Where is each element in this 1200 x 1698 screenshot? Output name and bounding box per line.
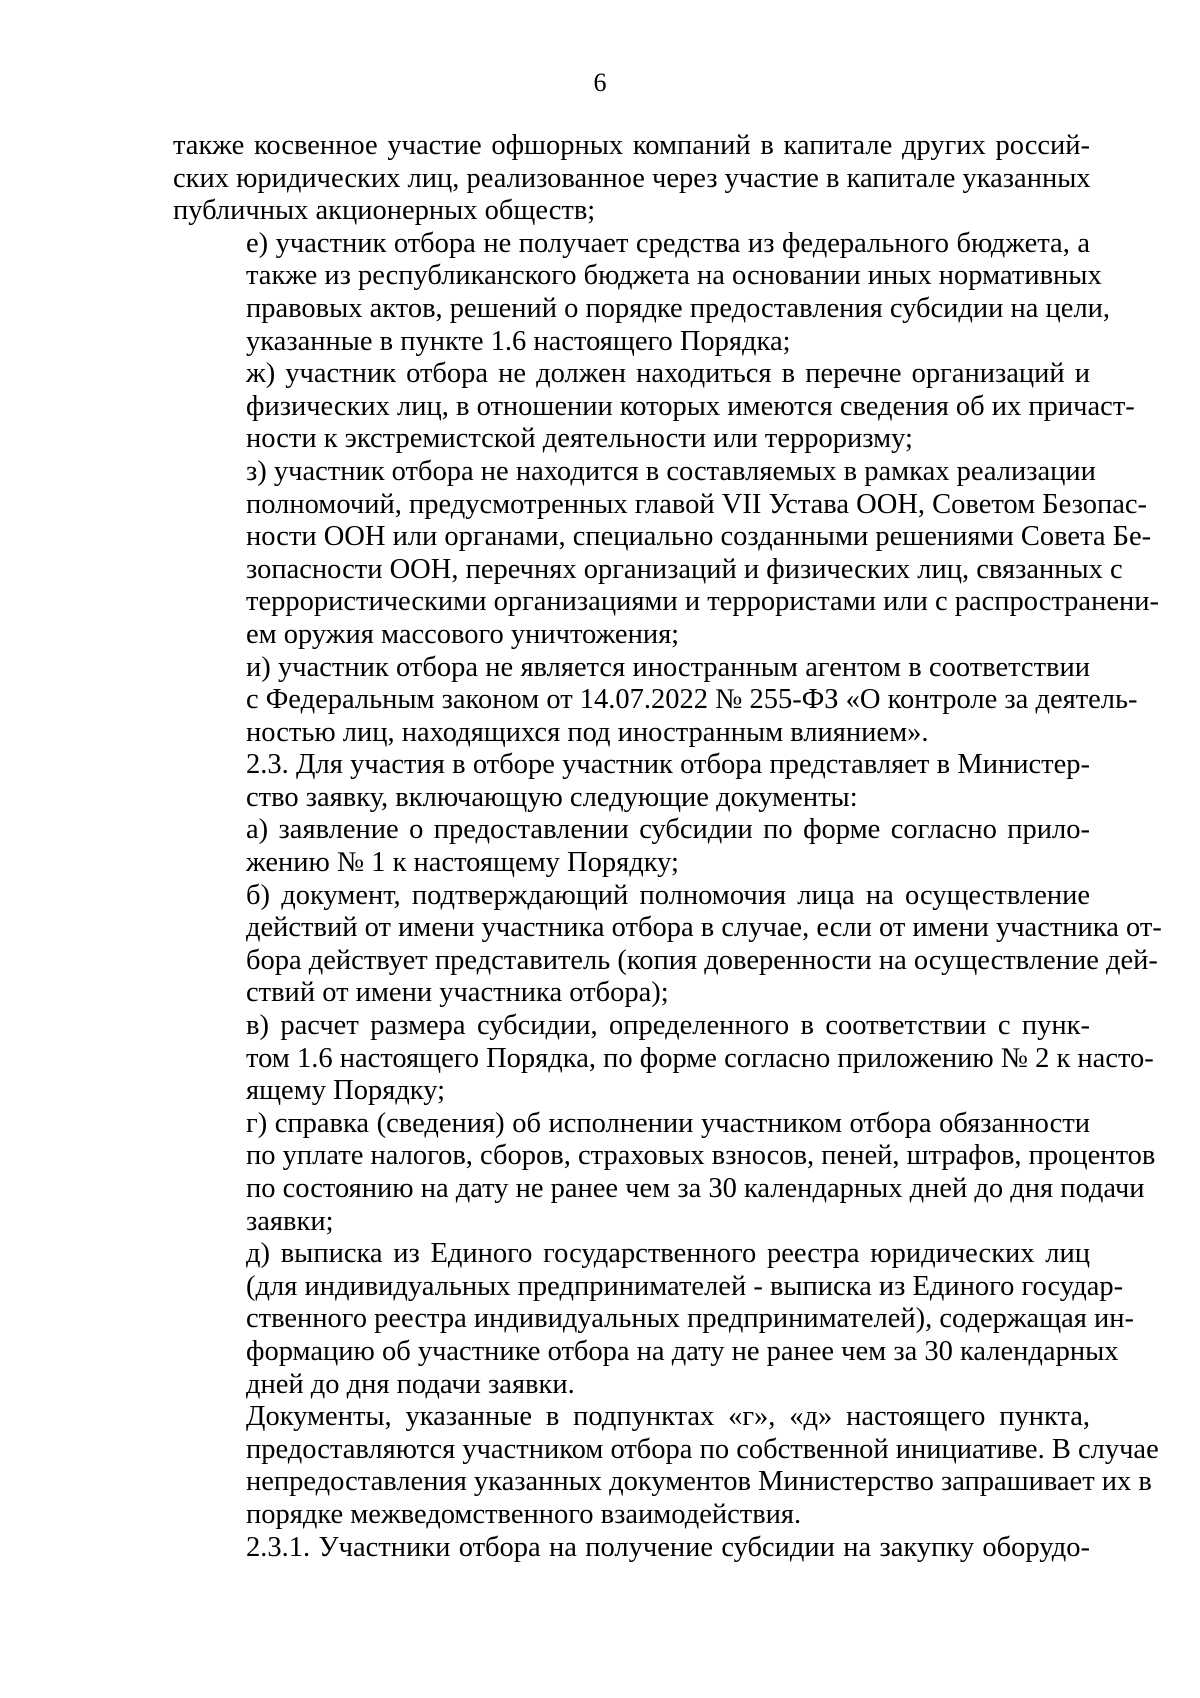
text-line: ящему Порядку; [246, 1075, 446, 1107]
text-line: предоставляются участником отбора по собственной инициативе. В случае [246, 1433, 1159, 1465]
text-line: Документы, указанные в подпунктах «г», «д» настоящего пункта, [246, 1401, 1090, 1433]
text-line: ности к экстремистской деятельности или терроризму; [246, 423, 913, 455]
paragraph [173, 358, 1135, 456]
text-line: д) выписка из Единого государственного реестра юридических лиц [246, 1238, 1090, 1270]
text-line: ности ООН или органами, специально созданными решениями Совета Бе- [246, 521, 1152, 553]
text-line: (для индивидуальных предпринимателей - выписка из Единого государ- [246, 1270, 1124, 1302]
text-line: также косвенное участие офшорных компаний в капитале других россий- [173, 130, 1090, 161]
paragraph [173, 1010, 1154, 1108]
paragraph [173, 1532, 1090, 1565]
text-line: по уплате налогов, сборов, страховых взносов, пеней, штрафов, процентов [246, 1140, 1156, 1172]
paragraph [173, 814, 1090, 879]
text-line: непредоставления указанных документов Министерство запрашивает их в [246, 1466, 1152, 1498]
text-line: дней до дня подачи заявки. [246, 1368, 575, 1400]
text-line: 2.3.1. Участники отбора на получение субсидии на закупку оборудо- [246, 1531, 1090, 1563]
paragraph [173, 455, 1159, 652]
text-line: ем оружия массового уничтожения; [246, 618, 680, 650]
text-line: ствий от имени участника отбора); [246, 977, 669, 1009]
text-line: з) участник отбора не находится в составляемых в рамках реализации [246, 455, 1096, 487]
text-line: по состоянию на дату не ранее чем за 30 календарных дней до дня подачи [246, 1173, 1145, 1204]
text-line: указанные в пункте 1.6 настоящего Порядка; [246, 325, 791, 357]
text-line: жению № 1 к настоящему Порядку; [246, 847, 679, 879]
text-line: также из республиканского бюджета на основании иных нормативных [246, 260, 1102, 292]
text-line: формацию об участнике отбора на дату не ранее чем за 30 календарных [246, 1335, 1119, 1367]
text-line: порядке межведомственного взаимодействия. [246, 1498, 802, 1530]
paragraph [173, 1107, 1156, 1238]
text-line: действий от имени участника отбора в случае, если от имени участника от- [246, 912, 1162, 944]
text-line: с Федеральным законом от 14.07.2022 № 255-ФЗ «О контроле за деятель- [246, 684, 1138, 716]
paragraph [173, 1238, 1135, 1401]
paragraph [173, 879, 1162, 1010]
paragraph [173, 749, 1090, 814]
text-line: заявки; [246, 1205, 334, 1237]
text-line: е) участник отбора не получает средства из федерального бюджета, а [246, 227, 1090, 259]
text-line: ностью лиц, находящихся под иностранным влиянием». [246, 716, 929, 748]
text-line: 2.3. Для участия в отборе участник отбора представляет в Министер- [246, 749, 1090, 781]
paragraph [173, 651, 1138, 750]
text-line: полномочий, предусмотренных главой VII Устава ООН, Советом Безопас- [246, 488, 1148, 520]
text-line: ж) участник отбора не должен находиться в перечне организаций и [246, 358, 1090, 390]
text-line: б) документ, подтверждающий полномочия лица на осуществление [246, 879, 1090, 911]
text-line: ство заявку, включающую следующие документы: [246, 781, 858, 813]
text-line: в) расчет размера субсидии, определенного в соответствии с пунк- [246, 1010, 1090, 1042]
text-line: и) участник отбора не является иностранным агентом в соответствии [246, 651, 1090, 683]
document-body [173, 130, 1162, 1564]
paragraph [173, 130, 1090, 228]
text-line: том 1.6 настоящего Порядка, по форме согласно приложению № 2 к насто- [246, 1042, 1154, 1074]
text-line: физических лиц, в отношении которых имеются сведения об их причаст- [246, 390, 1135, 422]
paragraph [173, 1401, 1159, 1531]
text-line: ственного реестра индивидуальных предпринимателей), содержащая ин- [246, 1303, 1135, 1335]
paragraph [173, 227, 1111, 358]
text-line: публичных акционерных обществ; [173, 195, 596, 227]
text-line: а) заявление о предоставлении субсидии по форме согласно прило- [246, 814, 1090, 846]
text-line: террористическими организациями и террористами или с распространени- [246, 586, 1159, 618]
text-line: г) справка (сведения) об исполнении участником отбора обязанности [246, 1107, 1090, 1139]
text-line: правовых актов, решений о порядке предоставления субсидии на цели, [246, 292, 1111, 324]
text-line: ских юридических лиц, реализованное через участие в капитале указанных [173, 162, 1091, 194]
page-number: 6 [593, 68, 607, 97]
text-line: бора действует представитель (копия доверенности на осуществление дей- [246, 944, 1158, 976]
text-line: зопасности ООН, перечнях организаций и физических лиц, связанных с [246, 553, 1123, 585]
